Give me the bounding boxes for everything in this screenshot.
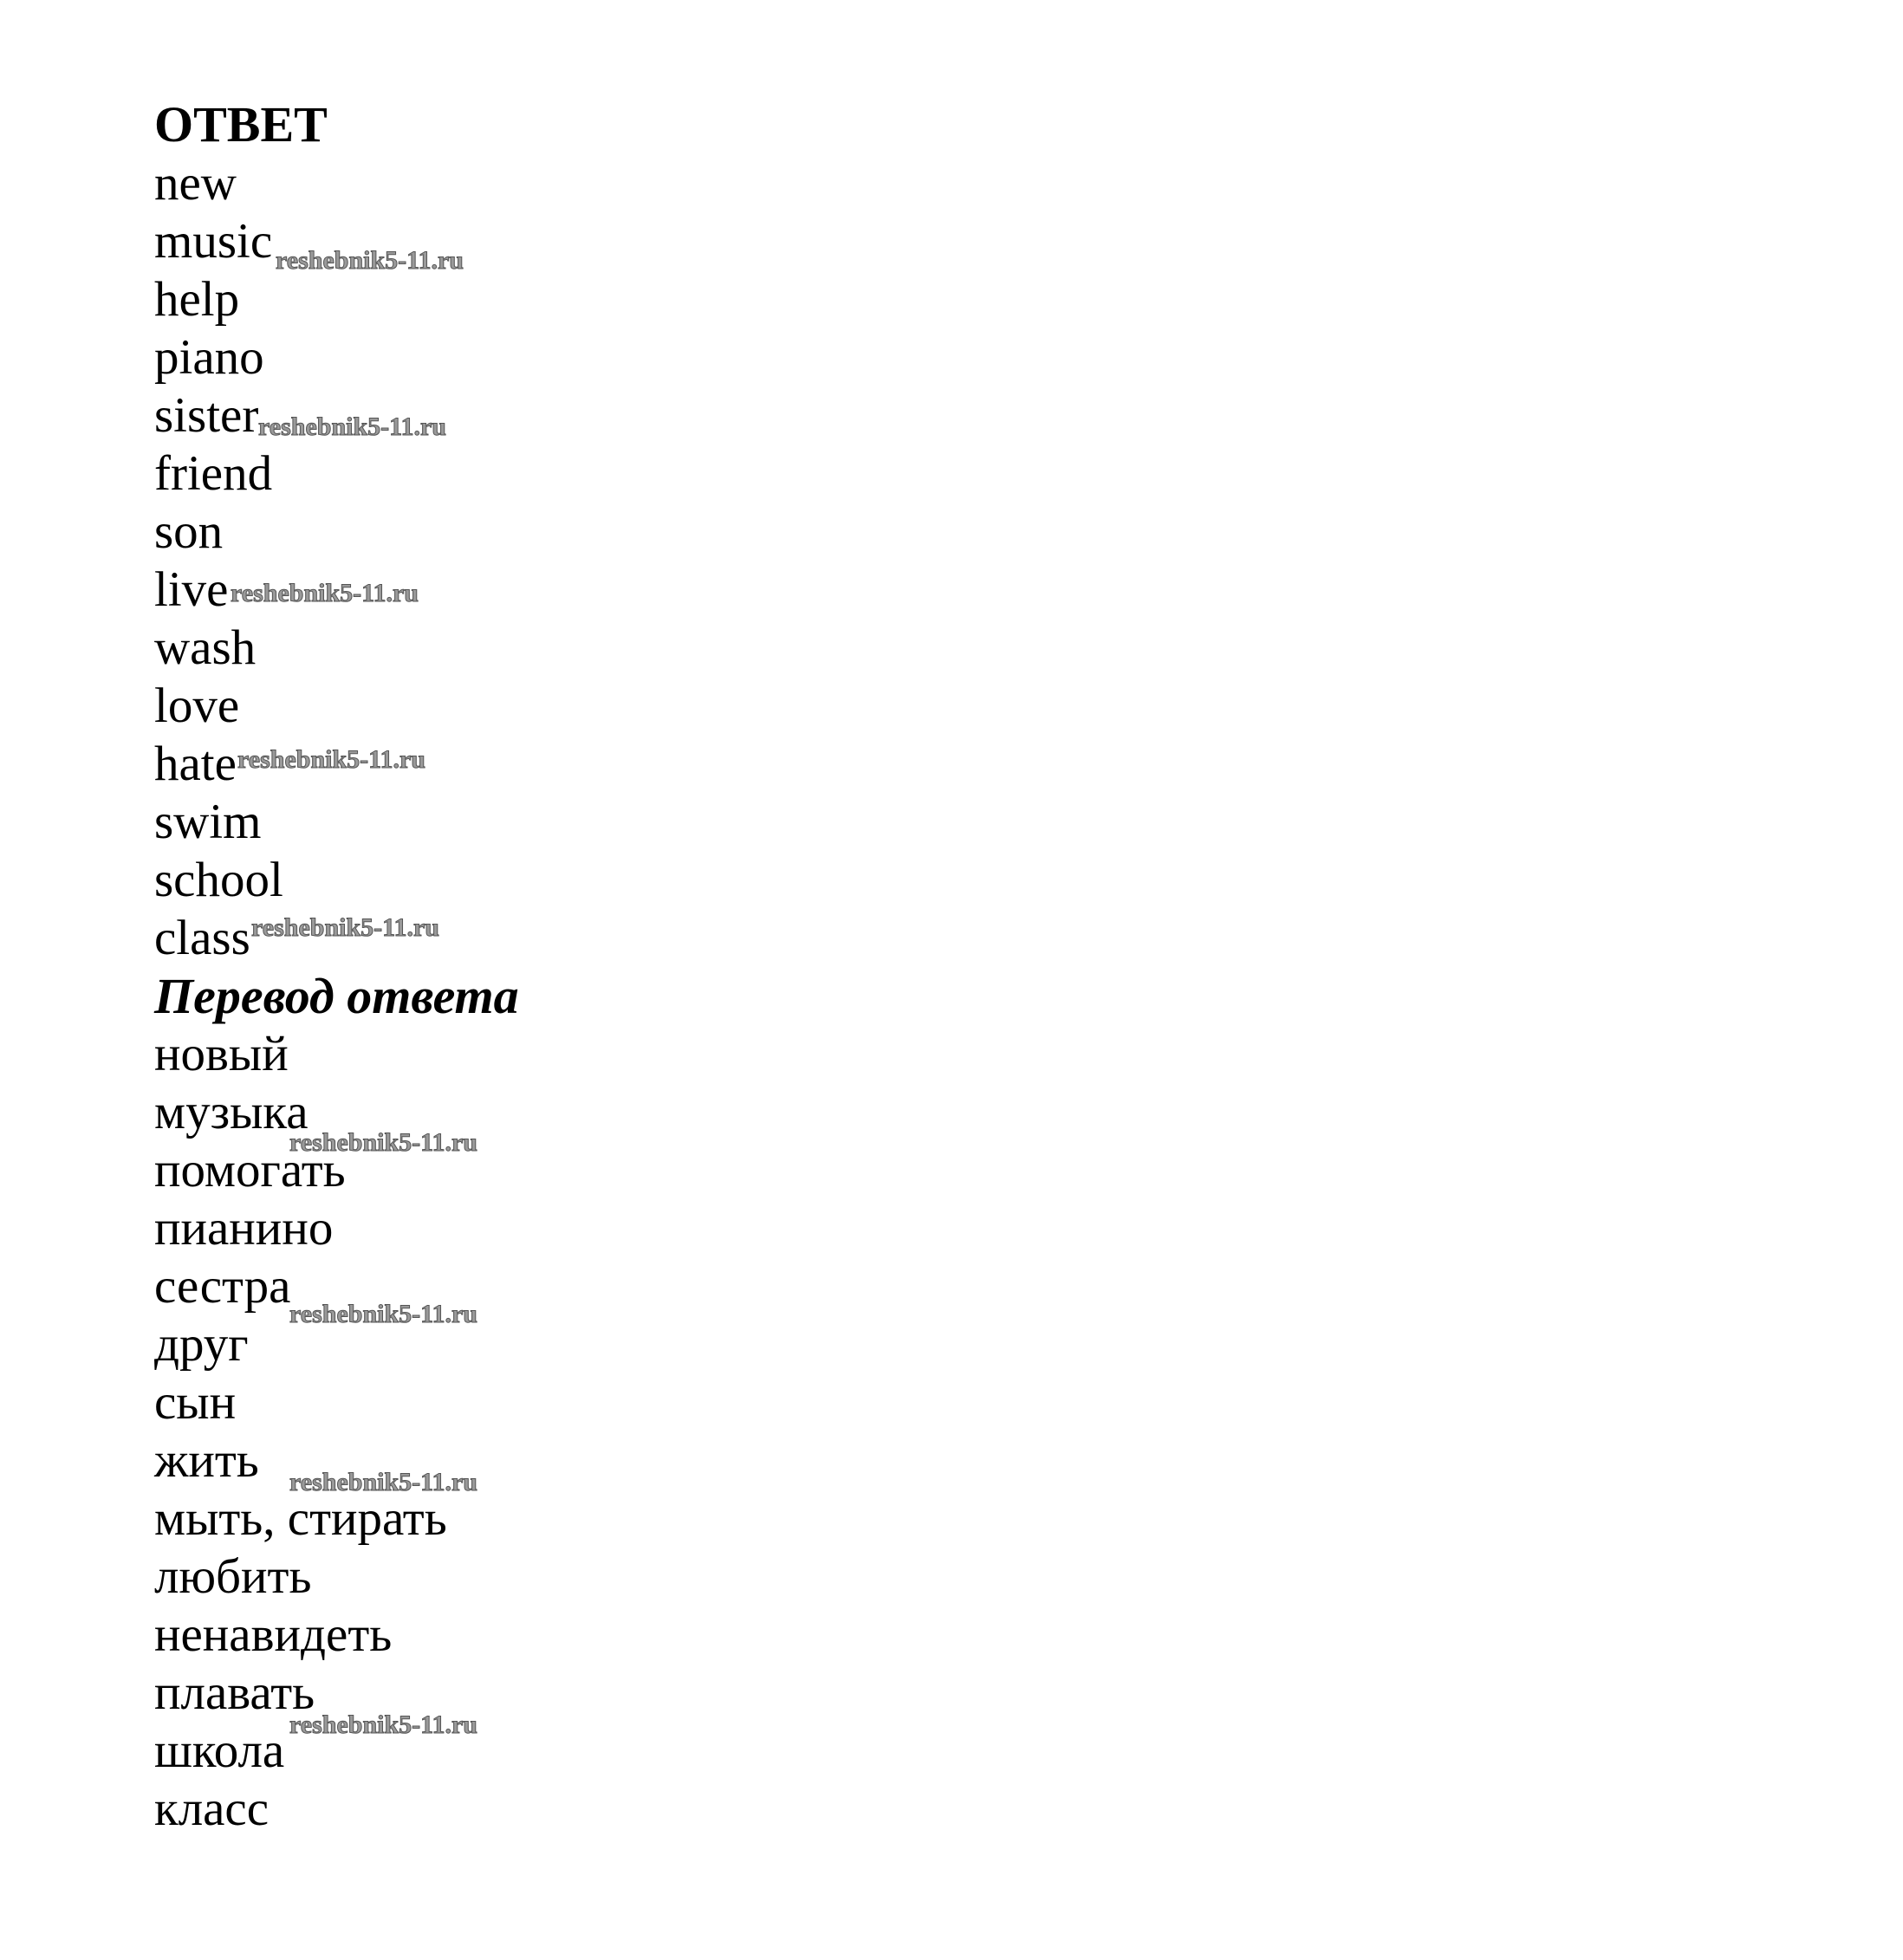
answer-word: new xyxy=(154,156,237,211)
watermark: reshebnik5-11.ru xyxy=(289,1468,477,1496)
watermark: reshebnik5-11.ru xyxy=(237,745,425,774)
answer-word: music xyxy=(154,214,273,269)
answer-word: sister xyxy=(154,388,259,443)
answer-word: piano xyxy=(154,330,264,385)
answer-word: hate xyxy=(154,737,237,791)
answer-word: friend xyxy=(154,446,273,501)
watermark: reshebnik5-11.ru xyxy=(231,579,419,607)
translation-word: помогать xyxy=(154,1143,346,1197)
translation-heading: Перевод ответа xyxy=(154,968,519,1024)
translation-word: мыть, стирать xyxy=(154,1491,447,1546)
translation-word: жить xyxy=(154,1433,259,1488)
answer-word: wash xyxy=(154,620,257,675)
answer-heading: ОТВЕТ xyxy=(154,96,328,153)
translation-word: любить xyxy=(154,1549,312,1604)
translation-word: сын xyxy=(154,1375,237,1430)
answer-word: live xyxy=(154,562,229,617)
translation-word: школа xyxy=(154,1723,285,1778)
watermark: reshebnik5-11.ru xyxy=(258,412,446,441)
translation-word: музыка xyxy=(154,1085,309,1139)
translation-word: ненавидеть xyxy=(154,1607,393,1662)
answer-word: love xyxy=(154,678,240,733)
answer-word: swim xyxy=(154,795,262,849)
watermark: reshebnik5-11.ru xyxy=(289,1710,477,1739)
answer-word: help xyxy=(154,272,240,327)
answer-word: school xyxy=(154,853,283,907)
translation-word: сестра xyxy=(154,1259,291,1314)
translation-word: друг xyxy=(154,1317,249,1372)
answer-word: son xyxy=(154,504,224,559)
watermark: reshebnik5-11.ru xyxy=(251,913,439,942)
watermark: reshebnik5-11.ru xyxy=(289,1128,477,1157)
translation-word: плавать xyxy=(154,1665,315,1720)
watermark: reshebnik5-11.ru xyxy=(289,1300,477,1328)
translation-word: класс xyxy=(154,1782,270,1836)
watermark: reshebnik5-11.ru xyxy=(276,246,464,275)
answer-word: class xyxy=(154,911,250,965)
translation-word: пианино xyxy=(154,1201,334,1256)
translation-word: новый xyxy=(154,1027,289,1081)
